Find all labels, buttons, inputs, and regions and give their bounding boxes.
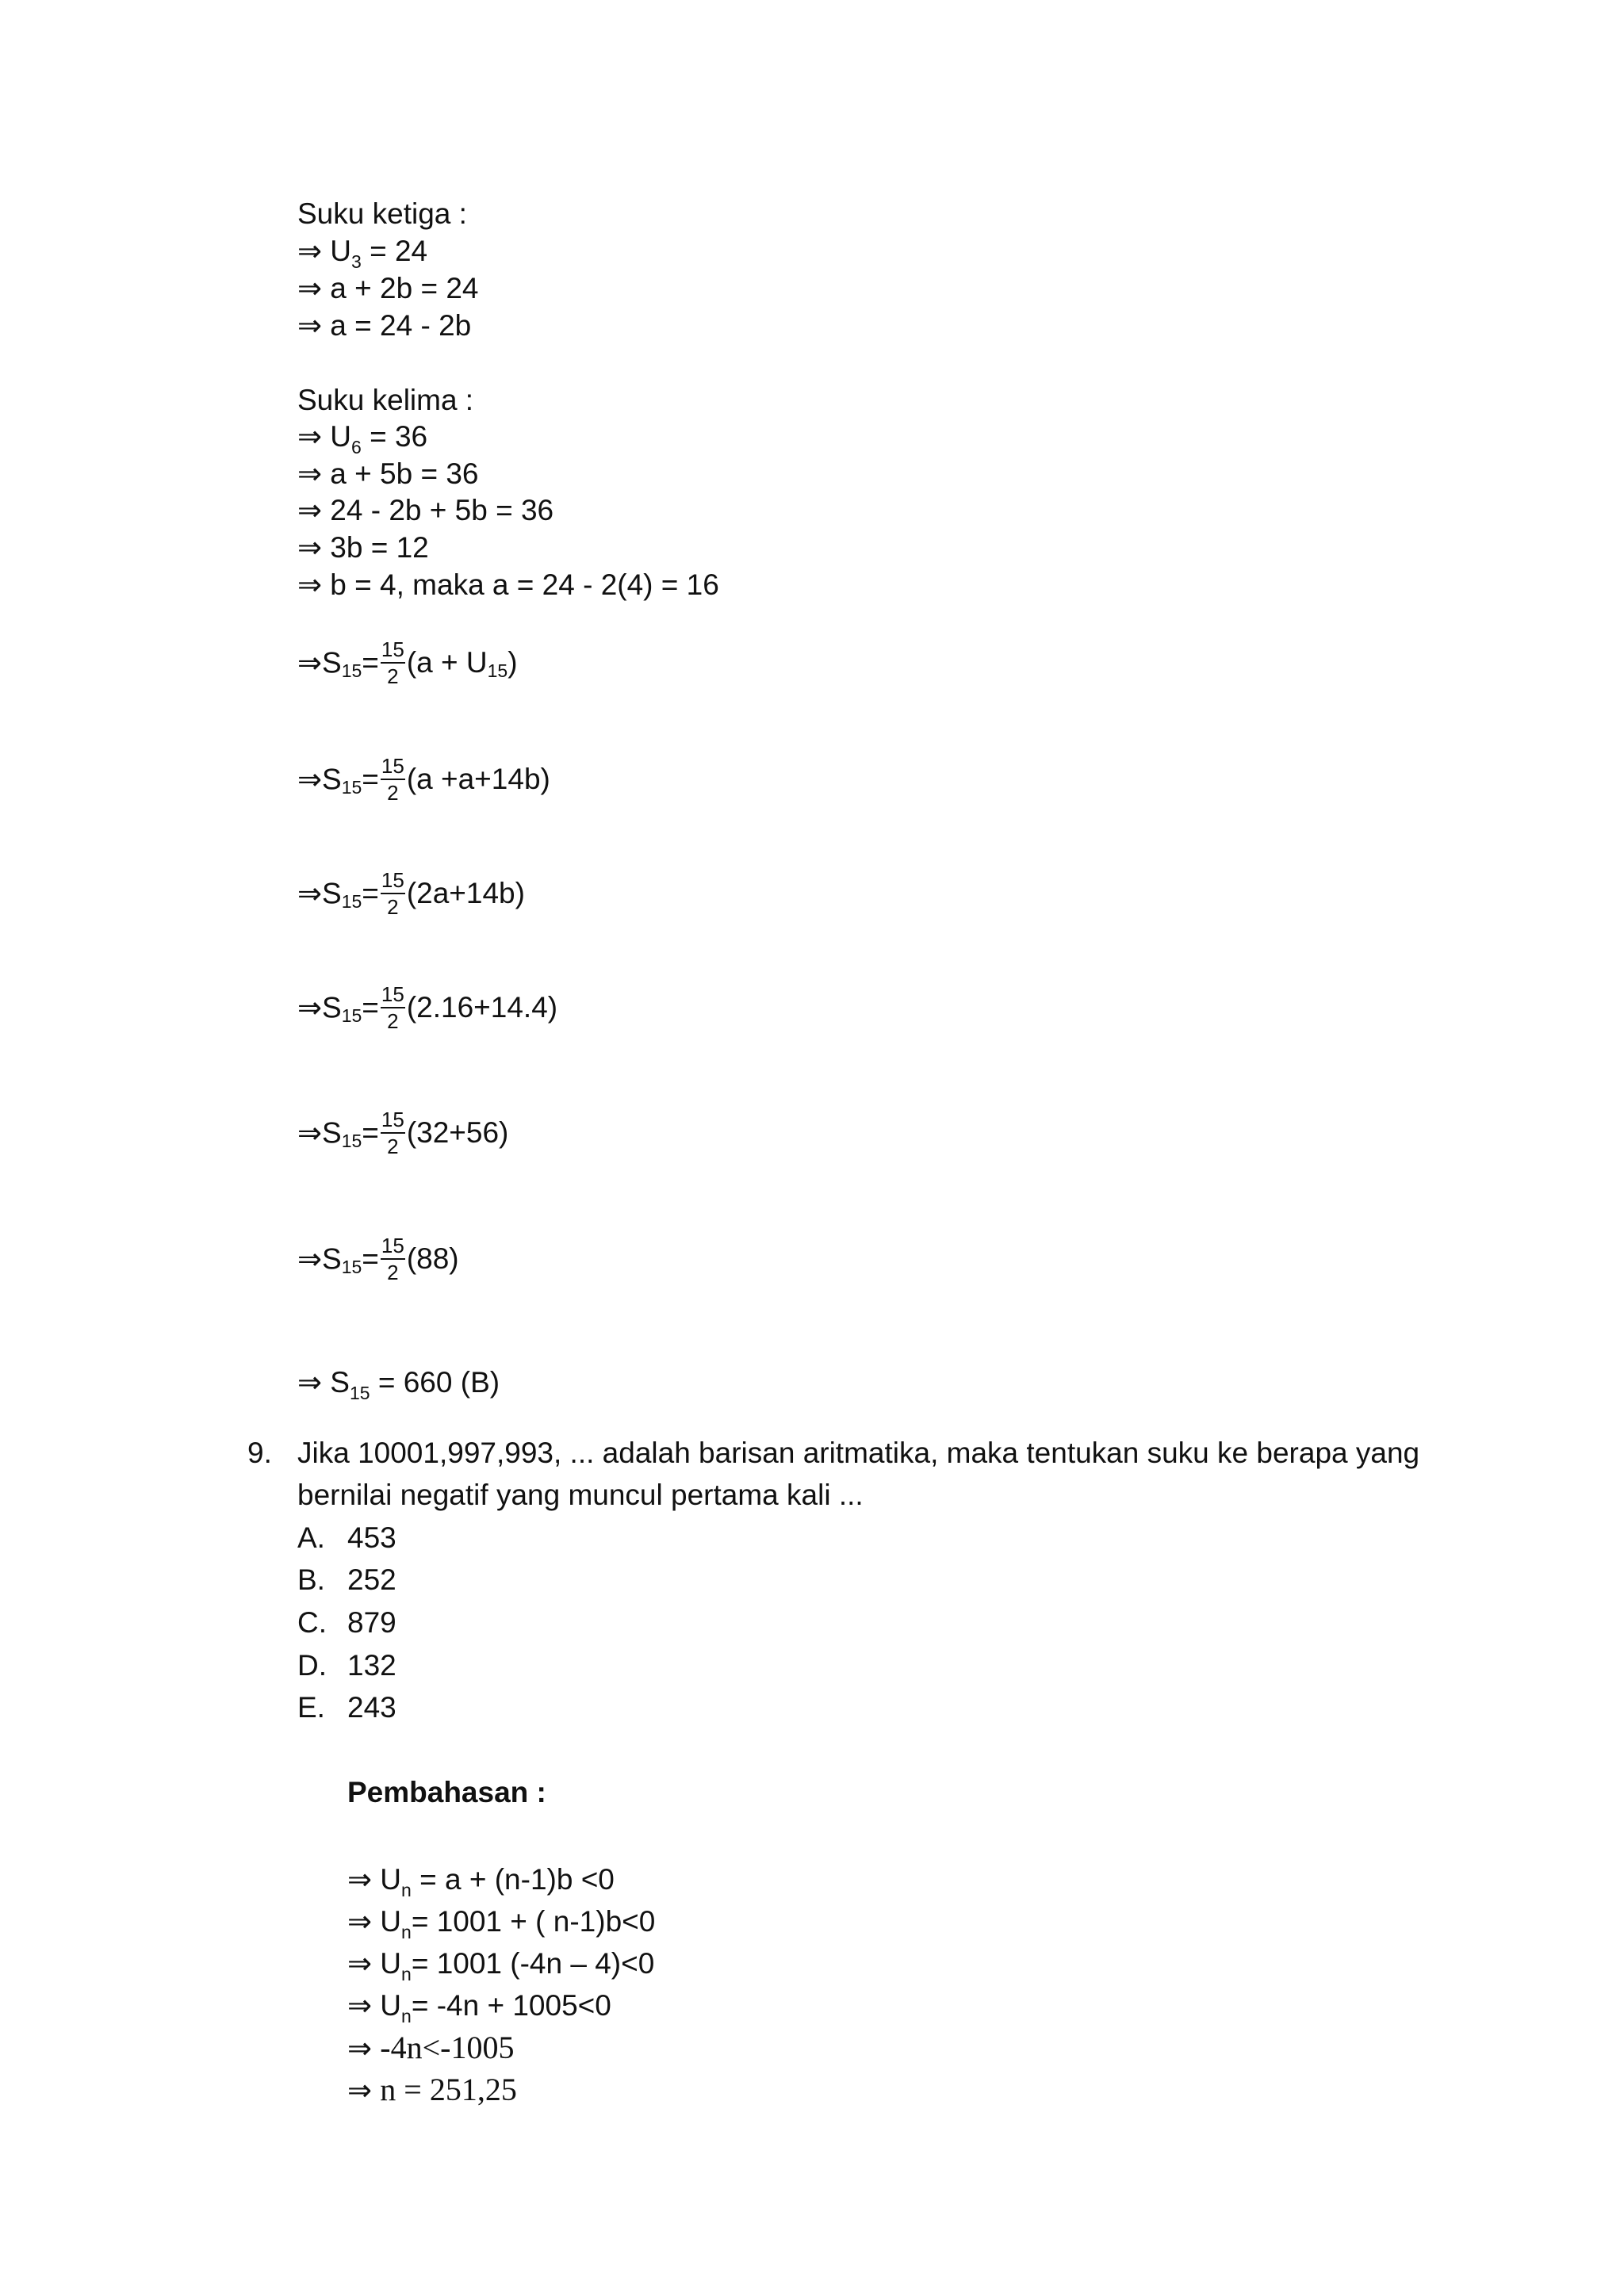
discussion-line-5: ⇒ -4n<-1005: [347, 2030, 515, 2065]
option-d-value: 132: [347, 1649, 396, 1682]
question-text-line1: Jika 10001,997,993, ... adalah barisan aritmatika, maka tentukan suku ke berapa yang: [297, 1437, 1420, 1469]
eq-b-value: ⇒ b = 4, maka a = 24 - 2(4) = 16: [297, 568, 719, 601]
fraction-15-over-2: $\frac{15}{2}$: [381, 868, 404, 919]
eq-3b: ⇒ 3b = 12: [297, 531, 429, 564]
option-a: A.: [297, 1521, 325, 1554]
eq-u6: ⇒ $U_6 = 36$: [297, 420, 428, 457]
question-number: 9.: [247, 1437, 272, 1469]
discussion-line-3: ⇒ $U_n= 1001$ (-4n – 4)<0: [347, 1947, 655, 1984]
option-b-value: 252: [347, 1563, 396, 1596]
discussion-line-2: ⇒ $U_n= 1001$ + ( n-1)b<0: [347, 1905, 656, 1942]
sum-step-5: $\Rightarrow S_{15}=$ $\frac{15}{2}$ (32+56): [297, 1108, 509, 1158]
sum-step-1: $\Rightarrow S_{15}=$ $\frac{15}{2}$ $(a + U_{15})$: [297, 637, 518, 688]
option-b: B.: [297, 1563, 325, 1596]
fraction-15-over-2: $\frac{15}{2}$: [381, 1108, 404, 1158]
option-d: D.: [297, 1649, 327, 1682]
question-text-line2: bernilai negatif yang muncul pertama kali ...: [297, 1479, 864, 1511]
eq-a-plus-5b: ⇒ a + 5b = 36: [297, 457, 479, 490]
option-c: C.: [297, 1606, 327, 1639]
discussion-line-1: ⇒ $U_n = a + (n-1)b <0$: [347, 1863, 615, 1900]
fraction-15-over-2: $\frac{15}{2}$: [381, 1234, 404, 1284]
sum-step-6: $\Rightarrow S_{15}=$ $\frac{15}{2}$ (88): [297, 1234, 459, 1284]
fraction-15-over-2: $\frac{15}{2}$: [381, 754, 404, 805]
option-e-value: 243: [347, 1691, 396, 1724]
fraction-15-over-2: $\frac{15}{2}$: [381, 982, 404, 1033]
option-e: E.: [297, 1691, 325, 1724]
sum-step-4: $\Rightarrow S_{15}=$ $\frac{15}{2}$ (2.16+14.4): [297, 982, 558, 1033]
eq-a-plus-2b: ⇒ a + 2b = 24: [297, 272, 479, 304]
sum-step-3: $\Rightarrow S_{15}=$ $\frac{15}{2}$ (2a+14b): [297, 868, 525, 919]
sum-step-2: $\Rightarrow S_{15}=$ $\frac{15}{2}$ (a +a+14b): [297, 754, 550, 805]
third-term-heading: Suku ketiga :: [297, 197, 467, 230]
discussion-heading: Pembahasan :: [347, 1776, 546, 1808]
eq-u3: ⇒ $U_3 = 24$: [297, 235, 428, 272]
fifth-term-heading: Suku kelima :: [297, 384, 474, 416]
fraction-15-over-2: $\frac{15}{2}$: [381, 637, 404, 688]
discussion-line-4: ⇒ $U_n= -4n + 1005<0$: [347, 1989, 611, 2026]
sum-result: ⇒ $S_{15} = 660$ (B): [297, 1366, 500, 1403]
eq-substitution: ⇒ 24 - 2b + 5b = 36: [297, 494, 554, 526]
eq-a-equals: ⇒ a = 24 - 2b: [297, 309, 472, 342]
option-a-value: 453: [347, 1521, 396, 1554]
option-c-value: 879: [347, 1606, 396, 1639]
discussion-line-6: ⇒ n = 251,25: [347, 2072, 517, 2107]
